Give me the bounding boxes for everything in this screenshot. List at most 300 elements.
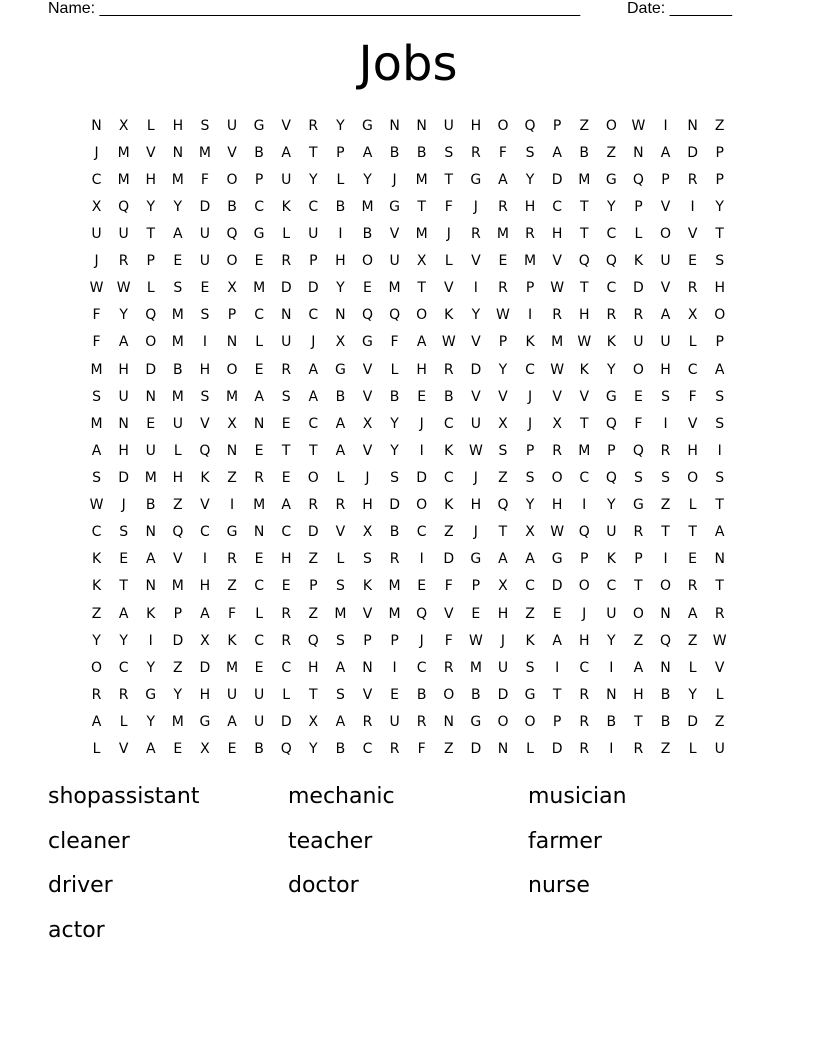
word-list-item: nurse	[528, 873, 590, 898]
grid-letter: J	[392, 171, 397, 188]
grid-letter: A	[254, 388, 264, 405]
grid-letter: V	[227, 144, 237, 161]
grid-letter: D	[470, 361, 482, 378]
grid-letter: W	[712, 632, 727, 649]
grid-letter: O	[497, 713, 509, 730]
grid-letter: G	[199, 713, 211, 730]
grid-letter: R	[633, 524, 644, 541]
grid-letter: W	[116, 280, 131, 297]
grid-letter: T	[579, 198, 589, 215]
grid-letter: H	[497, 605, 509, 622]
grid-letter: I	[202, 334, 207, 351]
grid-letter: K	[606, 551, 616, 568]
grid-letter: J	[473, 469, 478, 486]
grid-letter: M	[388, 578, 401, 595]
grid-letter: D	[145, 361, 157, 378]
grid-letter: L	[146, 117, 155, 134]
grid-row	[83, 383, 733, 410]
grid-letter: N	[226, 442, 238, 459]
grid-letter: F	[444, 578, 453, 595]
grid-letter: P	[309, 578, 318, 595]
grid-letter: G	[605, 388, 617, 405]
name-field[interactable]: Name: ______________________________________________________	[48, 0, 581, 17]
grid-letter: L	[688, 497, 697, 514]
grid-letter: J	[311, 334, 316, 351]
grid-letter: Z	[606, 144, 617, 161]
grid-letter: N	[660, 659, 671, 676]
grid-letter: X	[416, 253, 427, 270]
grid-letter: H	[578, 632, 590, 649]
grid-row	[83, 654, 733, 681]
grid-letter: P	[552, 713, 562, 730]
grid-letter: C	[281, 524, 292, 541]
grid-letter: X	[362, 524, 373, 541]
grid-letter: E	[633, 388, 643, 405]
grid-letter: U	[497, 659, 509, 676]
grid-letter: L	[255, 605, 264, 622]
grid-letter: A	[281, 497, 291, 514]
grid-letter: M	[415, 171, 428, 188]
grid-letter: A	[335, 713, 346, 730]
grid-letter: U	[145, 442, 156, 459]
grid-letter: O	[307, 469, 319, 486]
grid-row	[83, 627, 733, 654]
grid-letter: S	[525, 659, 535, 676]
grid-letter: M	[90, 415, 103, 432]
grid-letter: C	[254, 632, 264, 649]
grid-letter: N	[497, 741, 509, 758]
grid-letter: W	[89, 280, 104, 297]
grid-letter: C	[606, 225, 617, 242]
grid-letter: Q	[361, 307, 373, 324]
grid-letter: U	[606, 524, 617, 541]
grid-letter: J	[500, 632, 506, 649]
grid-letter: X	[335, 334, 346, 351]
grid-letter: C	[308, 415, 319, 432]
grid-letter: B	[606, 713, 617, 730]
grid-letter: Z	[308, 551, 319, 568]
grid-letter: R	[552, 307, 562, 324]
grid-letter: Y	[498, 361, 508, 378]
grid-letter: M	[117, 144, 130, 161]
grid-letter: E	[254, 361, 264, 378]
word-list-item: doctor	[288, 873, 359, 898]
grid-letter: H	[145, 171, 156, 188]
grid-letter: J	[94, 253, 99, 270]
grid-letter: R	[281, 605, 292, 622]
grid-letter: H	[524, 198, 536, 215]
grid-letter: K	[444, 307, 454, 324]
grid-letter: Q	[280, 741, 292, 758]
grid-letter: N	[416, 117, 427, 134]
grid-letter: V	[335, 524, 346, 541]
grid-letter: P	[661, 171, 670, 188]
grid-letter: A	[660, 307, 671, 324]
grid-letter: C	[362, 741, 373, 758]
grid-letter: E	[254, 659, 264, 676]
grid-letter: R	[687, 171, 698, 188]
grid-letter: O	[605, 117, 617, 134]
grid-row	[83, 736, 733, 763]
grid-letter: R	[362, 713, 373, 730]
grid-letter: M	[225, 388, 239, 405]
grid-letter: A	[498, 171, 508, 188]
grid-letter: U	[172, 415, 183, 432]
grid-row	[83, 193, 733, 220]
grid-letter: K	[281, 198, 291, 215]
grid-letter: D	[172, 632, 184, 649]
grid-letter: B	[335, 198, 346, 215]
grid-letter: E	[417, 388, 427, 405]
grid-letter: W	[550, 361, 565, 378]
grid-letter: G	[226, 524, 238, 541]
grid-row	[83, 464, 733, 491]
grid-letter: W	[577, 334, 592, 351]
grid-letter: V	[498, 388, 508, 405]
grid-letter: Z	[173, 659, 183, 676]
grid-letter: Y	[471, 307, 481, 324]
grid-letter: C	[579, 469, 590, 486]
grid-letter: B	[389, 524, 400, 541]
grid-letter: H	[172, 469, 184, 486]
grid-row	[83, 437, 733, 464]
grid-letter: G	[470, 713, 482, 730]
grid-letter: Z	[660, 741, 671, 758]
grid-letter: Z	[660, 497, 671, 514]
grid-letter: P	[552, 117, 562, 134]
grid-letter: M	[551, 334, 564, 351]
grid-letter: N	[714, 551, 725, 568]
grid-letter: Y	[715, 198, 724, 215]
grid-letter: D	[389, 497, 400, 514]
grid-letter: F	[227, 605, 237, 622]
grid-letter: H	[280, 551, 292, 568]
grid-letter: U	[91, 225, 102, 242]
grid-letter: K	[579, 361, 589, 378]
grid-letter: Y	[607, 361, 616, 378]
grid-letter: T	[661, 524, 670, 541]
grid-row	[83, 546, 733, 573]
grid-letter: Z	[443, 524, 454, 541]
grid-letter: U	[633, 334, 644, 351]
grid-letter: N	[633, 144, 644, 161]
grid-letter: I	[338, 225, 343, 242]
grid-letter: P	[390, 632, 399, 649]
grid-letter: U	[443, 117, 454, 134]
grid-letter: O	[551, 469, 563, 486]
grid-letter: Z	[714, 117, 725, 134]
grid-letter: P	[498, 334, 508, 351]
grid-letter: M	[90, 361, 103, 378]
grid-letter: P	[146, 253, 155, 270]
grid-letter: C	[687, 361, 698, 378]
grid-letter: R	[579, 713, 590, 730]
grid-letter: A	[118, 334, 129, 351]
grid-letter: B	[416, 686, 427, 703]
grid-letter: H	[578, 307, 590, 324]
grid-letter: W	[631, 117, 646, 134]
grid-letter: J	[419, 415, 424, 432]
grid-letter: V	[362, 686, 373, 703]
grid-letter: P	[471, 578, 481, 595]
grid-row	[83, 112, 733, 139]
grid-letter: C	[443, 415, 454, 432]
grid-row	[83, 220, 733, 247]
grid-letter: A	[145, 551, 156, 568]
grid-letter: A	[525, 551, 535, 568]
grid-letter: S	[525, 144, 535, 161]
grid-letter: C	[254, 198, 264, 215]
grid-letter: X	[200, 632, 210, 649]
grid-letter: E	[200, 280, 210, 297]
grid-letter: O	[226, 253, 238, 270]
grid-letter: N	[443, 713, 454, 730]
grid-letter: K	[525, 334, 535, 351]
grid-letter: D	[687, 713, 698, 730]
grid-letter: B	[362, 225, 373, 242]
grid-letter: S	[335, 578, 345, 595]
grid-letter: Y	[119, 632, 128, 649]
grid-row	[83, 410, 733, 437]
grid-letter: A	[173, 225, 183, 242]
grid-letter: H	[470, 497, 482, 514]
grid-letter: O	[226, 361, 238, 378]
word-list	[48, 780, 768, 948]
grid-letter: F	[92, 307, 101, 324]
grid-letter: P	[309, 253, 318, 270]
grid-letter: K	[606, 334, 616, 351]
grid-letter: T	[444, 171, 454, 188]
grid-letter: H	[199, 686, 211, 703]
grid-letter: R	[281, 253, 292, 270]
grid-letter: M	[388, 605, 401, 622]
grid-letter: R	[281, 361, 292, 378]
grid-letter: Q	[578, 253, 590, 270]
grid-letter: E	[173, 741, 183, 758]
grid-letter: P	[715, 171, 724, 188]
grid-letter: H	[660, 361, 671, 378]
grid-letter: N	[660, 605, 671, 622]
grid-letter: A	[145, 741, 156, 758]
grid-letter: X	[552, 415, 562, 432]
grid-letter: E	[281, 469, 291, 486]
grid-letter: F	[688, 388, 697, 405]
grid-letter: Y	[363, 171, 372, 188]
date-field[interactable]: Date: _______	[627, 0, 732, 17]
grid-letter: D	[199, 198, 211, 215]
grid-letter: M	[496, 225, 509, 242]
grid-letter: S	[92, 469, 101, 486]
grid-letter: Q	[172, 524, 184, 541]
grid-letter: L	[282, 225, 291, 242]
grid-letter: D	[199, 659, 211, 676]
grid-row	[83, 681, 733, 708]
grid-letter: E	[471, 605, 481, 622]
grid-letter: K	[525, 632, 535, 649]
grid-letter: I	[582, 497, 587, 514]
grid-letter: D	[687, 144, 698, 161]
grid-letter: R	[254, 469, 264, 486]
grid-letter: Q	[497, 497, 509, 514]
grid-letter: Q	[145, 307, 157, 324]
grid-letter: E	[363, 280, 372, 297]
word-list-item: shopassistant	[48, 784, 200, 809]
grid-letter: H	[714, 280, 725, 297]
grid-letter: T	[498, 524, 508, 541]
grid-letter: R	[687, 280, 698, 297]
grid-letter: S	[281, 388, 291, 405]
grid-letter: U	[389, 253, 400, 270]
grid-letter: Z	[525, 605, 535, 622]
grid-letter: C	[200, 524, 210, 541]
grid-letter: G	[253, 225, 265, 242]
grid-letter: N	[389, 117, 400, 134]
grid-letter: K	[444, 497, 454, 514]
grid-letter: Z	[633, 632, 644, 649]
grid-letter: C	[91, 171, 102, 188]
grid-letter: I	[663, 551, 668, 568]
grid-letter: R	[498, 198, 508, 215]
grid-letter: W	[89, 497, 104, 514]
grid-letter: M	[361, 198, 374, 215]
grid-letter: O	[687, 469, 699, 486]
grid-letter: I	[202, 551, 207, 568]
grid-letter: J	[121, 497, 126, 514]
grid-letter: Q	[605, 415, 617, 432]
grid-letter: M	[578, 442, 591, 459]
grid-letter: F	[200, 171, 209, 188]
grid-letter: G	[551, 551, 563, 568]
grid-letter: H	[308, 659, 319, 676]
grid-letter: B	[254, 741, 264, 758]
grid-letter: T	[579, 415, 589, 432]
grid-letter: V	[389, 225, 400, 242]
grid-letter: R	[335, 497, 346, 514]
grid-letter: A	[687, 605, 698, 622]
grid-letter: H	[199, 578, 211, 595]
grid-letter: E	[417, 578, 427, 595]
grid-letter: X	[362, 415, 373, 432]
grid-letter: Z	[227, 469, 237, 486]
grid-letter: T	[417, 198, 426, 215]
page-title: Jobs	[358, 36, 458, 92]
grid-letter: B	[145, 497, 156, 514]
grid-letter: F	[390, 334, 399, 351]
grid-letter: Z	[687, 632, 698, 649]
grid-letter: R	[227, 551, 237, 568]
grid-letter: J	[419, 632, 424, 649]
grid-letter: V	[660, 198, 671, 215]
grid-letter: B	[173, 361, 183, 378]
grid-letter: Z	[714, 713, 725, 730]
grid-letter: H	[416, 361, 427, 378]
grid-letter: A	[335, 442, 346, 459]
grid-letter: P	[607, 442, 616, 459]
grid-row	[83, 275, 733, 302]
grid-letter: K	[227, 632, 237, 649]
grid-letter: Y	[173, 686, 183, 703]
grid-letter: O	[660, 225, 672, 242]
grid-letter: M	[253, 280, 266, 297]
grid-letter: Q	[605, 469, 617, 486]
grid-letter: D	[307, 280, 319, 297]
grid-letter: L	[336, 469, 345, 486]
grid-letter: U	[714, 741, 725, 758]
grid-letter: V	[687, 415, 698, 432]
grid-letter: C	[552, 198, 563, 215]
grid-letter: Y	[525, 497, 535, 514]
grid-letter: E	[688, 253, 698, 270]
grid-letter: L	[336, 171, 345, 188]
grid-letter: Z	[443, 741, 454, 758]
grid-letter: D	[497, 686, 509, 703]
grid-letter: C	[579, 659, 590, 676]
grid-letter: M	[524, 253, 537, 270]
grid-letter: Y	[336, 280, 345, 297]
grid-letter: L	[390, 361, 399, 378]
grid-letter: N	[280, 307, 292, 324]
grid-letter: M	[171, 307, 184, 324]
grid-letter: A	[552, 632, 562, 649]
grid-letter: Y	[607, 632, 616, 649]
grid-letter: M	[334, 605, 347, 622]
grid-letter: R	[470, 144, 481, 161]
word-list-item: cleaner	[48, 828, 130, 854]
grid-letter: R	[443, 659, 454, 676]
grid-letter: B	[471, 686, 481, 703]
grid-letter: U	[281, 334, 292, 351]
grid-row	[83, 166, 733, 193]
grid-letter: K	[362, 578, 373, 595]
grid-letter: Y	[92, 632, 101, 649]
grid-letter: X	[91, 198, 102, 215]
grid-letter: Y	[607, 198, 616, 215]
grid-letter: S	[335, 632, 345, 649]
grid-letter: J	[473, 198, 478, 215]
grid-letter: N	[226, 334, 238, 351]
grid-letter: S	[200, 388, 210, 405]
grid-letter: V	[281, 117, 291, 134]
grid-letter: G	[605, 171, 617, 188]
grid-letter: U	[389, 713, 400, 730]
grid-letter: Q	[632, 442, 644, 459]
grid-letter: P	[525, 442, 535, 459]
grid-letter: I	[527, 307, 533, 324]
grid-letter: Y	[525, 171, 535, 188]
grid-letter: E	[281, 415, 291, 432]
grid-letter: G	[334, 361, 346, 378]
grid-letter: V	[362, 442, 373, 459]
grid-letter: B	[416, 144, 427, 161]
grid-letter: H	[633, 686, 644, 703]
grid-letter: R	[579, 741, 590, 758]
grid-letter: U	[253, 686, 265, 703]
grid-letter: Q	[199, 442, 211, 459]
grid-letter: R	[118, 686, 129, 703]
grid-letter: Y	[119, 307, 128, 324]
grid-letter: C	[308, 198, 319, 215]
grid-letter: O	[443, 686, 455, 703]
grid-letter: C	[416, 659, 427, 676]
grid-letter: H	[172, 117, 184, 134]
word-list-item: mechanic	[288, 784, 395, 809]
grid-letter: R	[470, 225, 481, 242]
grid-letter: M	[171, 334, 184, 351]
grid-letter: U	[660, 334, 671, 351]
grid-letter: K	[444, 442, 454, 459]
grid-letter: R	[660, 442, 671, 459]
grid-letter: L	[282, 686, 291, 703]
